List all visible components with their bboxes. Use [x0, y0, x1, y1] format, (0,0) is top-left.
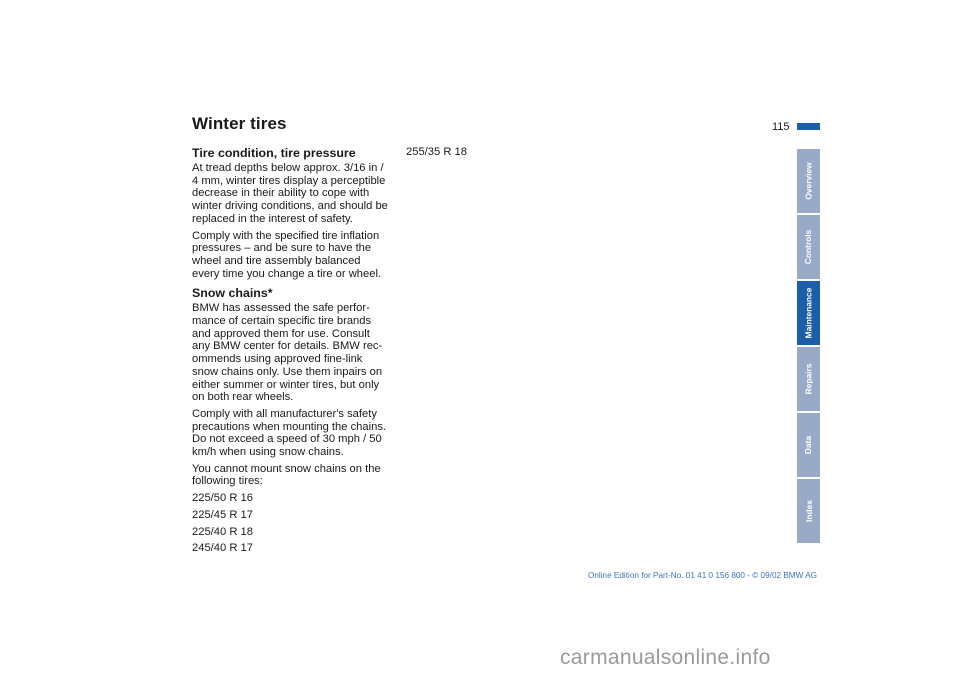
left-column — [192, 146, 390, 559]
tire-size: 225/45 R 17 — [192, 508, 253, 521]
tire-size-list — [192, 492, 390, 555]
paragraph: Comply with all manufacturer's safety precautions when mounting the chains. Do not exceed a speed of 30 mph / 50 km/h when using snow chains. — [192, 407, 387, 459]
paragraph: Comply with the specified tire inflation pressures – and be sure to have the wheel and tire assembly balanced every time you change a tire or wheel. — [192, 229, 382, 280]
watermark: carmanualsonline.info — [560, 646, 771, 669]
page-title: Winter tires — [192, 114, 287, 133]
tire-size: 245/40 R 17 — [192, 542, 253, 555]
tab-index[interactable] — [797, 479, 820, 543]
tab-maintenance[interactable] — [797, 281, 820, 345]
section-heading: Snow chains* — [192, 286, 273, 301]
section-snow-chains — [192, 286, 390, 555]
tab-label: Data — [803, 435, 814, 455]
section-heading: Tire condition, tire pressure — [192, 146, 356, 160]
page-marker — [797, 123, 820, 130]
tire-size: 255/35 R 18 — [406, 146, 467, 158]
right-column — [406, 146, 606, 163]
paragraph: BMW has assessed the safe perfor-mance of certain specific tire brands and approved them for use. Consult any BMW center for details. BMW rec-ommends using approved fine-link snow chains only. Use them inpairs on either summer or winter tires, but only on both rear wheels. — [192, 302, 383, 404]
tire-size-list-continued — [406, 146, 606, 159]
paragraph: You cannot mount snow chains on the following tires: — [192, 462, 381, 488]
tire-size: 225/40 R 18 — [192, 525, 253, 538]
page-number: 115 — [772, 121, 790, 133]
section-tire-condition — [192, 146, 390, 280]
footer-edition-note: Online Edition for Part-No. 01 41 0 156 800 - © 09/02 BMW AG — [587, 571, 817, 580]
tab-overview[interactable] — [797, 149, 820, 213]
side-tab-nav — [797, 149, 820, 545]
tire-size: 225/50 R 16 — [192, 492, 253, 505]
tab-label: Controls — [803, 229, 814, 265]
tab-label: Index — [803, 500, 814, 522]
paragraph: At tread depths below approx. 3/16 in / 4 mm, winter tires display a perceptible decrease in their ability to cope with winter driving conditions, and should be replaced in the interest of safety. — [192, 162, 388, 225]
tab-controls[interactable] — [797, 215, 820, 279]
tab-label: Maintenance — [803, 287, 814, 339]
tab-repairs[interactable] — [797, 347, 820, 411]
tab-data[interactable] — [797, 413, 820, 477]
tab-label: Overview — [803, 162, 814, 200]
tab-label: Repairs — [803, 363, 814, 395]
